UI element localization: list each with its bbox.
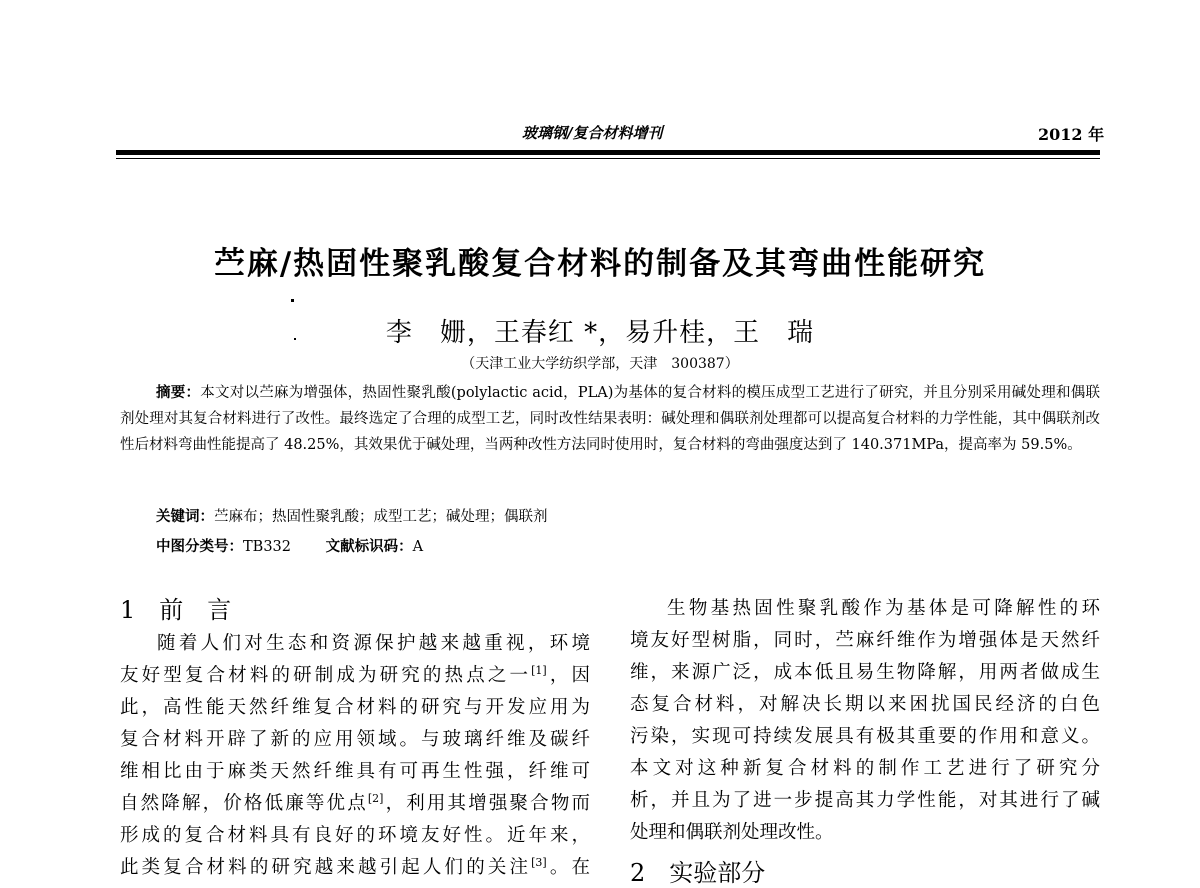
speck-mark	[291, 299, 294, 302]
abstract-label: 摘要：	[156, 385, 201, 401]
body-line: 自然降解，价格低廉等优点[2]，利用其增强聚合物而	[120, 791, 590, 814]
body-line: 友好型复合材料的研制成为研究的热点之一[1]，因	[120, 663, 590, 686]
running-header-year: 2012 年	[1038, 125, 1105, 144]
body-line: 此类复合材料的研究越来越引起人们的关注[3]。在	[120, 855, 590, 878]
header-rule-thick	[116, 150, 1100, 155]
paper-title: 苎麻/热固性聚乳酸复合材料的制备及其弯曲性能研究	[213, 246, 987, 282]
keywords	[156, 505, 548, 526]
citation-ref: [3]	[531, 855, 547, 869]
intro-column-left	[120, 628, 590, 884]
body-line: 处理和偶联剂处理改性。	[630, 822, 834, 843]
citation-ref: [2]	[367, 791, 384, 805]
citation-ref: [1]	[531, 663, 547, 677]
clc-label: 中图分类号：	[156, 539, 243, 555]
doc-code-value: A	[412, 539, 424, 555]
author-list: 李 姗，王春红 *，易升桂，王 瑞	[385, 318, 815, 348]
doc-code-label: 文献标识码：	[325, 539, 413, 555]
running-header-journal: 玻璃钢/复合材料增刊	[522, 124, 663, 142]
abstract	[120, 380, 1100, 458]
classification	[156, 535, 423, 556]
body-line: 随着人们对生态和资源保护越来越重视，环境	[157, 633, 590, 654]
body-line: 形成的复合材料具有良好的环境友好性。近年来，	[120, 825, 590, 846]
header-rule-thin	[116, 158, 1100, 159]
clc-value: TB332	[243, 539, 292, 555]
body-line: 污染，实现可持续发展具有极其重要的作用和意义。	[630, 726, 1100, 747]
affiliation: （天津工业大学纺织学部，天津 300387）	[461, 356, 739, 372]
body-line: 此，高性能天然纤维复合材料的研究与开发应用为	[120, 697, 590, 718]
abstract-text: 本文对以苎麻为增强体，热固性聚乳酸(polylactic acid，PLA)为基体的复合材料的模压成型工艺进行了研究，并且分别采用碱处理和偶联剂处理对其复合材料进行了改性。最终选定了合理的成型工艺，同时改性结果表明：碱处理和偶联剂处理都可以提高复合材料的力学性能，其中偶联剂改性后材料弯曲性能提高了 48.25%，其效果优于碱处理，当两种改性方法同时使用时，复合材料的弯曲强度达到了 140.371MPa，提高率为 59.5%。	[120, 385, 1100, 453]
section-heading-experimental: 2 实验部分	[630, 859, 766, 887]
keywords-text: 苎麻布；热固性聚乳酸；成型工艺；碱处理；偶联剂	[214, 509, 548, 525]
intro-column-right	[630, 593, 1100, 849]
body-line: 析，并且为了进一步提高其力学性能，对其进行了碱	[630, 790, 1100, 811]
body-line: 复合材料开辟了新的应用领域。与玻璃纤维及碳纤	[120, 729, 590, 750]
keywords-label: 关键词：	[156, 509, 214, 525]
section-heading-intro: 1 前 言	[120, 596, 232, 624]
body-line: 生物基热固性聚乳酸作为基体是可降解性的环	[667, 598, 1100, 619]
body-line: 态复合材料，对解决长期以来困扰国民经济的白色	[630, 694, 1100, 715]
body-line: 境友好型树脂，同时，苎麻纤维作为增强体是天然纤	[630, 630, 1100, 651]
body-line: 本文对这种新复合材料的制作工艺进行了研究分	[630, 758, 1100, 779]
body-line: 维，来源广泛，成本低且易生物降解，用两者做成生	[630, 662, 1100, 683]
body-line: 维相比由于麻类天然纤维具有可再生性强，纤维可	[120, 761, 590, 782]
